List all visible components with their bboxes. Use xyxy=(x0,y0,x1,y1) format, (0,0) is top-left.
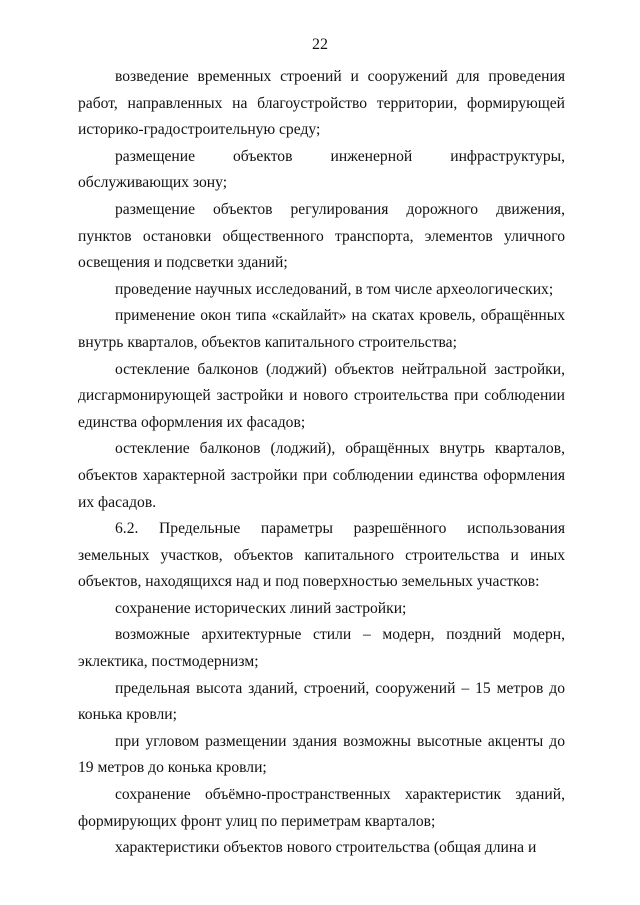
paragraph-13: сохранение объёмно-пространственных характеристик зданий, формирующих фронт улиц по периметрам кварталов; xyxy=(78,786,565,830)
paragraph-2: размещение объектов инженерной инфраструктуры, обслуживающих зону; xyxy=(78,147,565,192)
paragraph-4: проведение научных исследований, в том числе археологических; xyxy=(115,280,554,298)
paragraph-10: возможные архитектурные стили – модерн, поздний модерн, эклектика, постмодернизм; xyxy=(78,626,565,671)
page-number: 22 xyxy=(312,36,328,53)
paragraph-1: возведение временных строений и сооружений для проведения работ, направленных на благоустройство территории, формирующей историко-градостроительную среду; xyxy=(78,68,565,139)
section-heading-paragraph: 6.2. Предельные параметры разрешённого использования земельных участков, объектов капитального строительства и иных объектов, находящихся над и под поверхностью земельных участков: xyxy=(78,520,565,591)
paragraph-5: применение окон типа «скайлайт» на скатах кровель, обращённых внутрь кварталов, объектов капитального строительства; xyxy=(78,307,565,351)
paragraph-12: при угловом размещении здания возможны высотные акценты до 19 метров до конька кровли; xyxy=(78,732,565,777)
paragraph-9: сохранение исторических линий застройки; xyxy=(115,599,407,617)
document-body xyxy=(78,64,565,862)
paragraph-7: остекление балконов (лоджий), обращённых внутрь кварталов, объектов характерной застройки при соблюдении единства оформления их фасадов. xyxy=(78,440,565,511)
paragraph-3: размещение объектов регулирования дорожного движения, пунктов остановки общественного транспорта, элементов уличного освещения и подсветки зданий; xyxy=(78,200,565,272)
paragraph-11: предельная высота зданий, строений, сооружений – 15 метров до конька кровли; xyxy=(78,679,565,724)
paragraph-6: остекление балконов (лоджий) объектов нейтральной застройки, дисгармонирующей застройки и нового строительства при соблюдении единства оформления их фасадов; xyxy=(78,360,565,431)
paragraph-14: характеристики объектов нового строительства (общая длина и xyxy=(115,839,537,857)
